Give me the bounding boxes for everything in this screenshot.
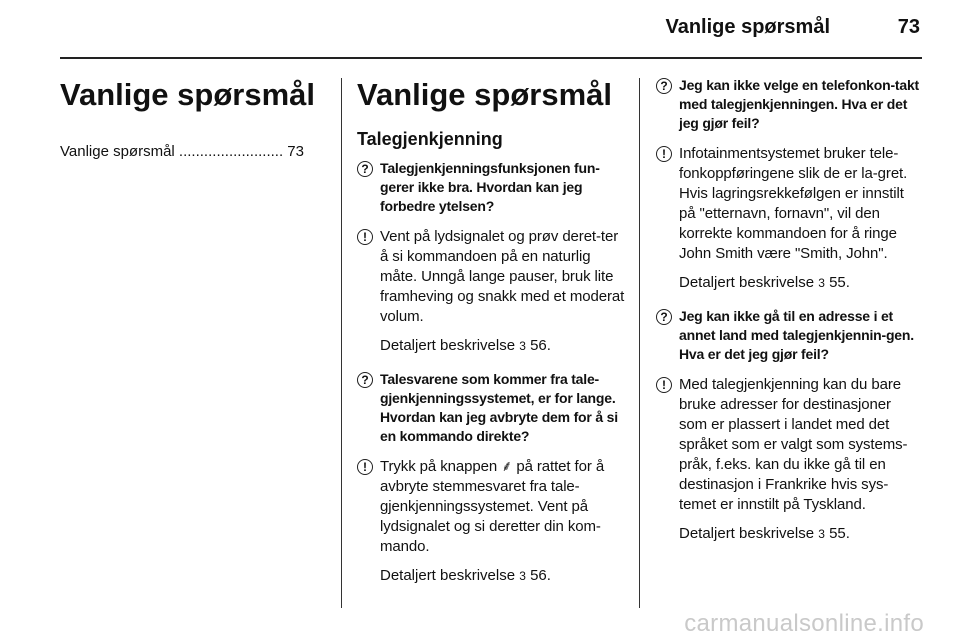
- detail-label: Detaljert beskrivelse: [679, 274, 815, 291]
- answer-icon: !: [656, 377, 672, 393]
- answer-block: [357, 227, 625, 327]
- header-rule: [60, 57, 922, 59]
- question-block: [357, 370, 625, 446]
- answer-icon: !: [656, 146, 672, 162]
- toc-title: Vanlige spørsmål: [60, 77, 315, 112]
- answer-icon: !: [357, 229, 373, 245]
- toc-entry[interactable]: Vanlige spørsmål ......................... 73: [60, 143, 304, 160]
- answer-icon: !: [357, 459, 373, 475]
- question-icon: ?: [656, 78, 672, 94]
- answer-text: Med talegjenkjenning kan du bare bruke adresser for destinasjoner som er plassert i landet med det språket som er valgt som systems-pråk, f.eks. kan du ikke gå til en destinasjon i Frankrike hvis sys-temet er innstilt på Tyskland.: [679, 376, 908, 513]
- detail-reference: [656, 273, 922, 293]
- page-reference[interactable]: 56.: [530, 567, 551, 584]
- detail-reference: [357, 336, 625, 356]
- column-divider: [341, 78, 342, 608]
- detail-reference: [656, 524, 922, 544]
- detail-label: Detaljert beskrivelse: [380, 337, 516, 354]
- answer-block: [357, 457, 625, 557]
- header-title: Vanlige spørsmål: [665, 16, 830, 38]
- detail-label: Detaljert beskrivelse: [380, 567, 516, 584]
- question-icon: ?: [357, 372, 373, 388]
- answer-text: Infotainmentsystemet bruker tele-fonkoppføringene slik de er la-gret. Hvis lagringsrekkefølgen er innstilt på "etternavn, fornavn", vil den korrekte kommandoen for å ringe John Smith være "Smith, John".: [679, 145, 908, 262]
- answer-block: [656, 144, 922, 264]
- answer-block: [656, 375, 922, 515]
- arrow-icon: 3: [818, 276, 825, 290]
- answer-text: Vent på lydsignalet og prøv deret-ter å si kommandoen på en naturlig måte. Unngå lange pauser, bruk lite framheving og snakk med et moderat volum.: [380, 228, 625, 325]
- question-text: Talesvarene som kommer fra tale-gjenkjenningssystemet, er for lange. Hvordan kan jeg avbryte dem for å si en kommando direkte?: [380, 371, 618, 444]
- question-block: [656, 76, 922, 133]
- page-reference[interactable]: 56.: [530, 337, 551, 354]
- section-title: Vanlige spørsmål: [357, 77, 612, 112]
- watermark: carmanualsonline.info: [684, 610, 924, 637]
- toc-column: [60, 76, 330, 162]
- page-number: 73: [897, 16, 920, 38]
- page-reference[interactable]: 55.: [829, 525, 850, 542]
- column-divider: [639, 78, 640, 608]
- content-column-3: [656, 76, 922, 558]
- question-block: [656, 307, 922, 364]
- arrow-icon: 3: [519, 569, 526, 583]
- arrow-icon: 3: [519, 339, 526, 353]
- question-text: Talegjenkjenningsfunksjonen fun-gerer ikke bra. Hvordan kan jeg forbedre ytelsen?: [380, 160, 600, 214]
- answer-text: Trykk på knappen ⸙ på rattet for å avbryte stemmesvaret fra tale-gjenkjenningssystemet. Vent på lydsignalet og si deretter din kom-mando.: [380, 458, 605, 555]
- running-header: [60, 16, 922, 46]
- page-reference[interactable]: 55.: [829, 274, 850, 291]
- question-icon: ?: [656, 309, 672, 325]
- question-icon: ?: [357, 161, 373, 177]
- arrow-icon: 3: [818, 527, 825, 541]
- question-block: [357, 159, 625, 216]
- question-text: Jeg kan ikke velge en telefonkon-takt med talegjenkjenningen. Hva er det jeg gjør feil?: [679, 77, 920, 131]
- detail-label: Detaljert beskrivelse: [679, 525, 815, 542]
- question-text: Jeg kan ikke gå til en adresse i et annet land med talegjenkjennin-gen. Hva er det jeg gjør feil?: [679, 308, 914, 362]
- content-column-2: [357, 76, 625, 600]
- subsection-title: Talegjenkjenning: [357, 129, 503, 149]
- detail-reference: [357, 566, 625, 586]
